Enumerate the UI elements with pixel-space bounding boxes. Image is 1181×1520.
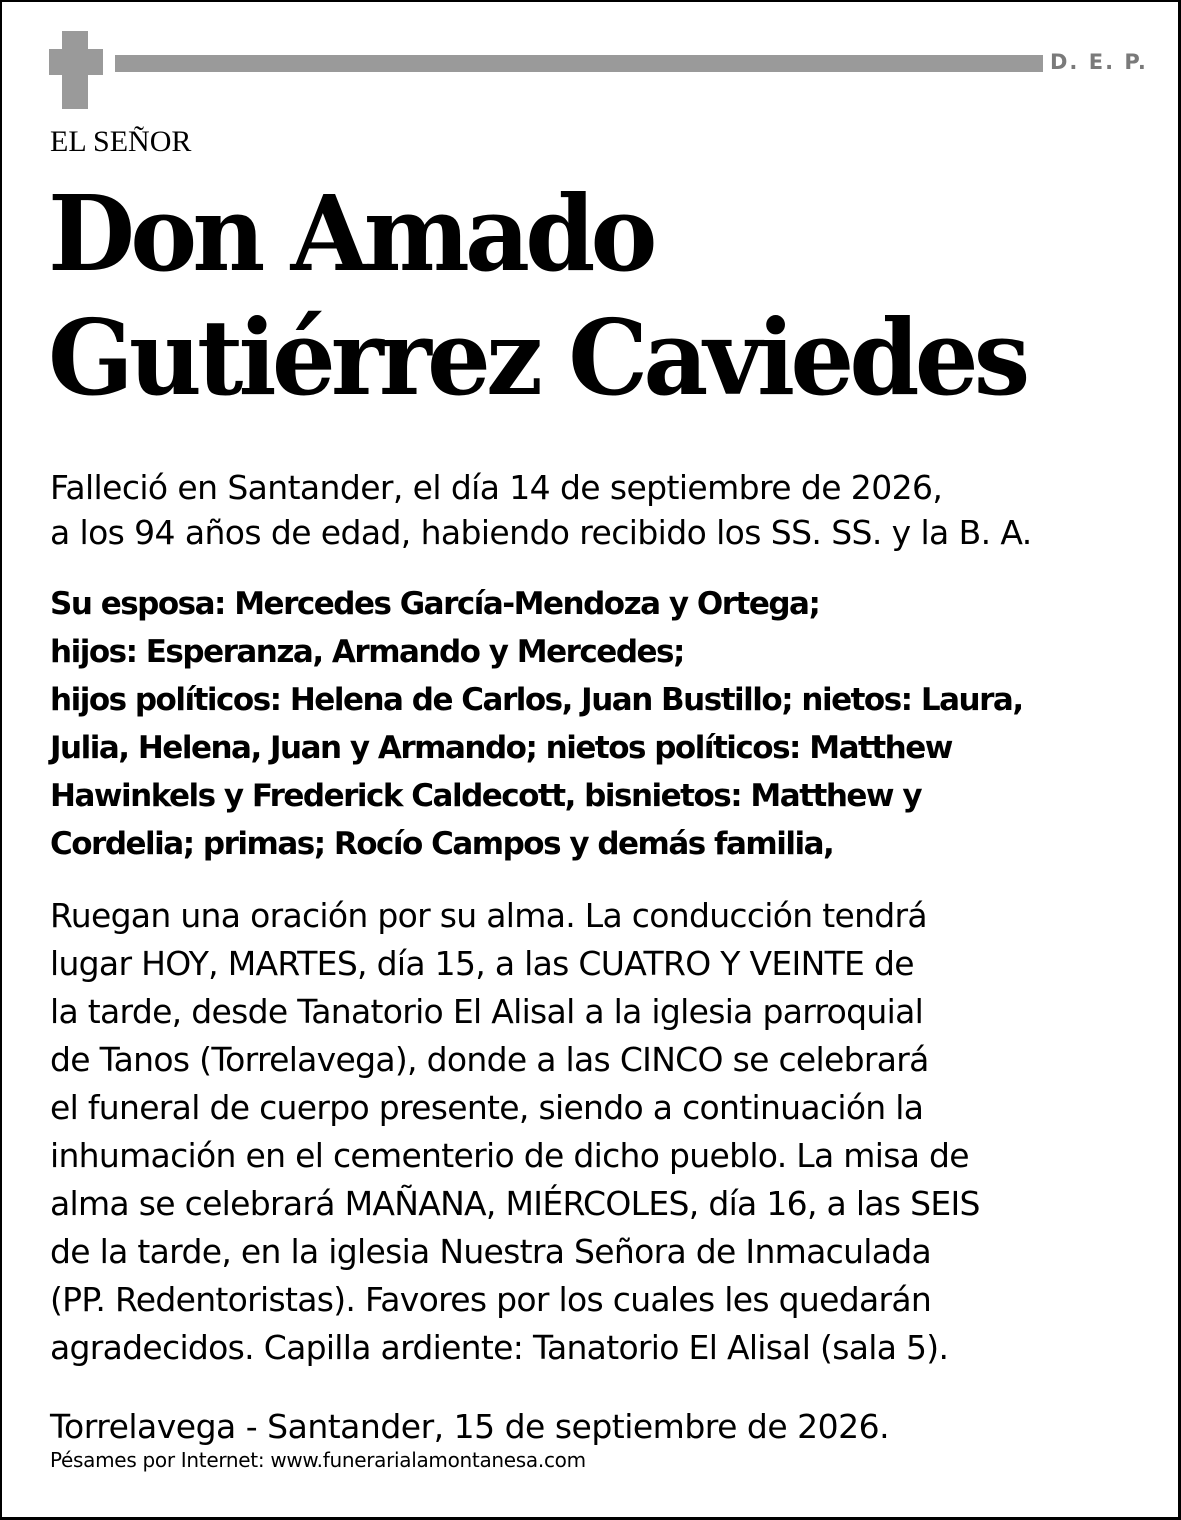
name-line-1: Don Amado xyxy=(48,172,653,295)
service-line: la tarde, desde Tanatorio El Alisal a la iglesia parroquial xyxy=(50,992,924,1031)
dep-label: D. E. P. xyxy=(1050,50,1148,74)
family-line: Hawinkels y Frederick Caldecott, bisnietos: Matthew y xyxy=(50,778,922,814)
deceased-name xyxy=(48,172,1025,420)
name-line-2: Gutiérrez Caviedes xyxy=(48,296,1026,419)
family-line: Cordelia; primas; Rocío Campos y demás familia, xyxy=(50,826,834,862)
service-line: de Tanos (Torrelavega), donde a las CINCO se celebrará xyxy=(50,1040,929,1079)
family-line: hijos políticos: Helena de Carlos, Juan Bustillo; nietos: Laura, xyxy=(50,682,1023,718)
family-line: Su esposa: Mercedes García-Mendoza y Ortega; xyxy=(50,586,820,622)
service-line: Ruegan una oración por su alma. La conducción tendrá xyxy=(50,896,927,935)
family-line: hijos: Esperanza, Armando y Mercedes; xyxy=(50,634,684,670)
service-line: (PP. Redentoristas). Favores por los cuales les quedarán xyxy=(50,1280,932,1319)
family-line: Julia, Helena, Juan y Armando; nietos políticos: Matthew xyxy=(50,730,952,766)
death-announcement xyxy=(50,465,1032,555)
header-rule xyxy=(115,55,1043,72)
service-details xyxy=(50,892,980,1372)
death-line: Falleció en Santander, el día 14 de septiembre de 2026, xyxy=(50,468,943,507)
family-list xyxy=(50,580,1023,868)
service-line: inhumación en el cementerio de dicho pueblo. La misa de xyxy=(50,1136,969,1175)
condolences-web-line: Pésames por Internet: www.funerarialamontanesa.com xyxy=(50,1448,586,1472)
service-line: el funeral de cuerpo presente, siendo a continuación la xyxy=(50,1088,924,1127)
service-line: agradecidos. Capilla ardiente: Tanatorio El Alisal (sala 5). xyxy=(50,1328,949,1367)
service-line: de la tarde, en la iglesia Nuestra Señora de Inmaculada xyxy=(50,1232,932,1271)
service-line: lugar HOY, MARTES, día 15, a las CUATRO Y VEINTE de xyxy=(50,944,914,983)
service-line: alma se celebrará MAÑANA, MIÉRCOLES, día 16, a las SEIS xyxy=(50,1184,980,1223)
place-date: Torrelavega - Santander, 15 de septiembre de 2026. xyxy=(50,1407,890,1446)
cross-icon xyxy=(49,31,103,109)
death-line: a los 94 años de edad, habiendo recibido los SS. SS. y la B. A. xyxy=(50,513,1032,552)
honorific: EL SEÑOR xyxy=(50,125,192,158)
